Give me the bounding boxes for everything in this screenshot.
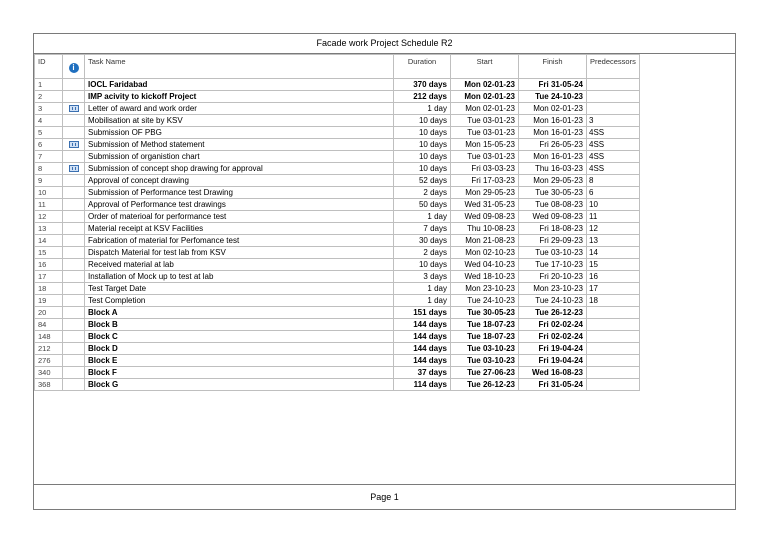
task-start[interactable]: Mon 15-05-23: [451, 139, 519, 151]
task-predecessors[interactable]: [587, 367, 640, 379]
task-indicator: [63, 283, 85, 295]
task-indicator: [63, 295, 85, 307]
table-row[interactable]: [35, 163, 640, 175]
task-duration[interactable]: 151 days: [394, 307, 451, 319]
task-id: 3: [35, 103, 63, 115]
task-finish[interactable]: Fri 02-02-24: [519, 319, 587, 331]
task-start[interactable]: Mon 29-05-23: [451, 187, 519, 199]
task-predecessors[interactable]: 17: [587, 283, 640, 295]
task-finish[interactable]: Tue 30-05-23: [519, 187, 587, 199]
task-predecessors[interactable]: 6: [587, 187, 640, 199]
task-duration[interactable]: 144 days: [394, 319, 451, 331]
task-start[interactable]: Mon 21-08-23: [451, 235, 519, 247]
table-row[interactable]: [35, 343, 640, 355]
task-name[interactable]: Approval of concept drawing: [85, 175, 394, 187]
task-name[interactable]: Test Completion: [85, 295, 394, 307]
task-duration[interactable]: 10 days: [394, 151, 451, 163]
table-row[interactable]: [35, 379, 640, 391]
task-id: 10: [35, 187, 63, 199]
task-predecessors[interactable]: [587, 379, 640, 391]
task-predecessors[interactable]: 10: [587, 199, 640, 211]
task-start[interactable]: Mon 02-01-23: [451, 79, 519, 91]
task-finish[interactable]: Mon 29-05-23: [519, 175, 587, 187]
task-finish[interactable]: Wed 16-08-23: [519, 367, 587, 379]
task-indicator: [63, 271, 85, 283]
task-duration[interactable]: 144 days: [394, 331, 451, 343]
column-header-duration[interactable]: Duration: [394, 55, 451, 79]
task-duration[interactable]: 1 day: [394, 103, 451, 115]
task-indicator: [63, 199, 85, 211]
task-indicator: [63, 247, 85, 259]
task-indicator: [63, 151, 85, 163]
task-predecessors[interactable]: 11: [587, 211, 640, 223]
task-duration[interactable]: 50 days: [394, 199, 451, 211]
task-id: 7: [35, 151, 63, 163]
task-finish[interactable]: Fri 31-05-24: [519, 379, 587, 391]
task-start[interactable]: Wed 09-08-23: [451, 211, 519, 223]
note-icon[interactable]: [69, 141, 79, 148]
table-row[interactable]: [35, 79, 640, 91]
table-row[interactable]: [35, 259, 640, 271]
task-name[interactable]: Submission of Performance test Drawing: [85, 187, 394, 199]
task-predecessors[interactable]: [587, 103, 640, 115]
table-row[interactable]: [35, 139, 640, 151]
task-predecessors[interactable]: 15: [587, 259, 640, 271]
task-name[interactable]: Fabrication of material for Perfomance test: [85, 235, 394, 247]
table-row[interactable]: [35, 247, 640, 259]
task-id: 12: [35, 211, 63, 223]
task-finish[interactable]: Tue 24-10-23: [519, 91, 587, 103]
task-predecessors[interactable]: 4SS: [587, 163, 640, 175]
task-finish[interactable]: Fri 19-04-24: [519, 355, 587, 367]
task-id: 4: [35, 115, 63, 127]
task-indicator: [63, 115, 85, 127]
task-finish[interactable]: Thu 16-03-23: [519, 163, 587, 175]
task-finish[interactable]: Mon 16-01-23: [519, 115, 587, 127]
task-name[interactable]: Block D: [85, 343, 394, 355]
task-id: 18: [35, 283, 63, 295]
task-duration[interactable]: 2 days: [394, 187, 451, 199]
task-finish[interactable]: Fri 29-09-23: [519, 235, 587, 247]
task-id: 368: [35, 379, 63, 391]
task-finish[interactable]: Tue 03-10-23: [519, 247, 587, 259]
page-footer: Page 1: [34, 484, 735, 509]
task-id: 276: [35, 355, 63, 367]
table-row[interactable]: [35, 175, 640, 187]
task-start[interactable]: Wed 18-10-23: [451, 271, 519, 283]
task-duration[interactable]: 1 day: [394, 211, 451, 223]
task-start[interactable]: Tue 27-06-23: [451, 367, 519, 379]
task-finish[interactable]: Fri 31-05-24: [519, 79, 587, 91]
task-duration[interactable]: 3 days: [394, 271, 451, 283]
table-row[interactable]: [35, 223, 640, 235]
task-predecessors[interactable]: 13: [587, 235, 640, 247]
task-start[interactable]: Tue 03-01-23: [451, 115, 519, 127]
task-indicator: [63, 235, 85, 247]
task-indicator: [63, 223, 85, 235]
task-indicator: [63, 103, 85, 115]
task-start[interactable]: Wed 31-05-23: [451, 199, 519, 211]
task-duration[interactable]: 114 days: [394, 379, 451, 391]
task-start[interactable]: Tue 26-12-23: [451, 379, 519, 391]
task-start[interactable]: Mon 23-10-23: [451, 283, 519, 295]
task-predecessors[interactable]: 14: [587, 247, 640, 259]
task-predecessors[interactable]: 18: [587, 295, 640, 307]
task-predecessors[interactable]: 4SS: [587, 127, 640, 139]
task-start[interactable]: Fri 03-03-23: [451, 163, 519, 175]
task-name[interactable]: Block B: [85, 319, 394, 331]
task-indicator: [63, 127, 85, 139]
table-row[interactable]: [35, 199, 640, 211]
task-duration[interactable]: 212 days: [394, 91, 451, 103]
task-name[interactable]: Approval of Performance test drawings: [85, 199, 394, 211]
task-name[interactable]: Submission of concept shop drawing for approval: [85, 163, 394, 175]
task-id: 5: [35, 127, 63, 139]
task-name[interactable]: Letter of award and work order: [85, 103, 394, 115]
task-indicator: [63, 307, 85, 319]
task-start[interactable]: Tue 03-10-23: [451, 343, 519, 355]
task-indicator: [63, 175, 85, 187]
task-indicator: [63, 331, 85, 343]
table-row[interactable]: [35, 319, 640, 331]
table-row[interactable]: [35, 295, 640, 307]
task-start[interactable]: Tue 18-07-23: [451, 319, 519, 331]
task-indicator: [63, 139, 85, 151]
task-predecessors[interactable]: 8: [587, 175, 640, 187]
task-duration[interactable]: 7 days: [394, 223, 451, 235]
task-id: 19: [35, 295, 63, 307]
table-row[interactable]: [35, 235, 640, 247]
task-duration[interactable]: 2 days: [394, 247, 451, 259]
info-icon: i: [69, 63, 79, 73]
task-name[interactable]: Received material at lab: [85, 259, 394, 271]
task-finish[interactable]: Tue 24-10-23: [519, 295, 587, 307]
task-duration[interactable]: 144 days: [394, 355, 451, 367]
task-finish[interactable]: Mon 16-01-23: [519, 151, 587, 163]
task-finish[interactable]: Fri 26-05-23: [519, 139, 587, 151]
task-id: 2: [35, 91, 63, 103]
task-start[interactable]: Mon 02-10-23: [451, 247, 519, 259]
task-id: 340: [35, 367, 63, 379]
task-name[interactable]: Installation of Mock up to test at lab: [85, 271, 394, 283]
task-start[interactable]: Thu 10-08-23: [451, 223, 519, 235]
task-table: [34, 54, 640, 391]
column-header-start[interactable]: Start: [451, 55, 519, 79]
task-name[interactable]: Submission of Method statement: [85, 139, 394, 151]
task-duration[interactable]: 37 days: [394, 367, 451, 379]
task-name[interactable]: Block G: [85, 379, 394, 391]
table-row[interactable]: [35, 151, 640, 163]
task-duration[interactable]: 144 days: [394, 343, 451, 355]
task-id: 16: [35, 259, 63, 271]
task-finish[interactable]: Tue 17-10-23: [519, 259, 587, 271]
task-finish[interactable]: Fri 19-04-24: [519, 343, 587, 355]
task-id: 8: [35, 163, 63, 175]
column-header-id[interactable]: ID: [35, 55, 63, 79]
task-duration[interactable]: 10 days: [394, 127, 451, 139]
table-row[interactable]: [35, 103, 640, 115]
task-finish[interactable]: Tue 08-08-23: [519, 199, 587, 211]
task-name[interactable]: Test Target Date: [85, 283, 394, 295]
task-name[interactable]: Material receipt at KSV Facilities: [85, 223, 394, 235]
page-title: Facade work Project Schedule R2: [34, 34, 735, 54]
task-predecessors[interactable]: 3: [587, 115, 640, 127]
task-finish[interactable]: Mon 02-01-23: [519, 103, 587, 115]
note-icon[interactable]: [69, 165, 79, 172]
task-indicator: [63, 163, 85, 175]
task-indicator: [63, 259, 85, 271]
task-indicator: [63, 187, 85, 199]
task-duration[interactable]: 10 days: [394, 259, 451, 271]
column-header-indicators[interactable]: [63, 55, 85, 79]
task-predecessors[interactable]: 12: [587, 223, 640, 235]
task-id: 11: [35, 199, 63, 211]
task-name[interactable]: Order of materioal for performance test: [85, 211, 394, 223]
schedule-page: [33, 33, 736, 510]
task-name[interactable]: Dispatch Material for test lab from KSV: [85, 247, 394, 259]
task-finish[interactable]: Fri 02-02-24: [519, 331, 587, 343]
task-duration[interactable]: 10 days: [394, 163, 451, 175]
column-header-task-name[interactable]: Task Name: [85, 55, 394, 79]
task-name[interactable]: Block C: [85, 331, 394, 343]
task-predecessors[interactable]: [587, 91, 640, 103]
column-header-predecessors[interactable]: Predecessors: [587, 55, 640, 79]
task-predecessors[interactable]: [587, 331, 640, 343]
note-icon[interactable]: [69, 105, 79, 112]
task-duration[interactable]: 30 days: [394, 235, 451, 247]
task-start[interactable]: Mon 02-01-23: [451, 103, 519, 115]
task-predecessors[interactable]: [587, 307, 640, 319]
table-header-row: [35, 55, 640, 79]
task-start[interactable]: Tue 03-01-23: [451, 151, 519, 163]
task-start[interactable]: Fri 17-03-23: [451, 175, 519, 187]
table-row[interactable]: [35, 187, 640, 199]
task-id: 9: [35, 175, 63, 187]
task-name[interactable]: Mobilisation at site by KSV: [85, 115, 394, 127]
task-start[interactable]: Tue 03-01-23: [451, 127, 519, 139]
task-duration[interactable]: 52 days: [394, 175, 451, 187]
table-row[interactable]: [35, 307, 640, 319]
task-duration[interactable]: 10 days: [394, 139, 451, 151]
task-name[interactable]: Submission of organistion chart: [85, 151, 394, 163]
task-name[interactable]: IMP acivity to kickoff Project: [85, 91, 394, 103]
task-indicator: [63, 91, 85, 103]
task-duration[interactable]: 10 days: [394, 115, 451, 127]
task-indicator: [63, 343, 85, 355]
task-finish[interactable]: Fri 18-08-23: [519, 223, 587, 235]
task-predecessors[interactable]: [587, 355, 640, 367]
task-id: 20: [35, 307, 63, 319]
task-start[interactable]: Tue 03-10-23: [451, 355, 519, 367]
table-row[interactable]: [35, 127, 640, 139]
table-row[interactable]: [35, 211, 640, 223]
task-id: 84: [35, 319, 63, 331]
task-predecessors[interactable]: 4SS: [587, 139, 640, 151]
task-indicator: [63, 355, 85, 367]
task-id: 13: [35, 223, 63, 235]
table-row[interactable]: [35, 271, 640, 283]
task-start[interactable]: Tue 24-10-23: [451, 295, 519, 307]
task-indicator: [63, 79, 85, 91]
task-predecessors[interactable]: 4SS: [587, 151, 640, 163]
table-row[interactable]: [35, 91, 640, 103]
task-predecessors[interactable]: 16: [587, 271, 640, 283]
task-start[interactable]: Tue 18-07-23: [451, 331, 519, 343]
task-indicator: [63, 367, 85, 379]
column-header-finish[interactable]: Finish: [519, 55, 587, 79]
task-name[interactable]: Submission OF PBG: [85, 127, 394, 139]
task-indicator: [63, 319, 85, 331]
task-indicator: [63, 379, 85, 391]
task-name[interactable]: Block F: [85, 367, 394, 379]
task-id: 15: [35, 247, 63, 259]
table-row[interactable]: [35, 355, 640, 367]
task-id: 17: [35, 271, 63, 283]
task-duration[interactable]: 1 day: [394, 295, 451, 307]
table-row[interactable]: [35, 331, 640, 343]
task-id: 14: [35, 235, 63, 247]
task-indicator: [63, 211, 85, 223]
task-predecessors[interactable]: [587, 319, 640, 331]
task-duration[interactable]: 370 days: [394, 79, 451, 91]
task-finish[interactable]: Wed 09-08-23: [519, 211, 587, 223]
task-name[interactable]: Block E: [85, 355, 394, 367]
table-row[interactable]: [35, 283, 640, 295]
task-id: 148: [35, 331, 63, 343]
task-duration[interactable]: 1 day: [394, 283, 451, 295]
task-start[interactable]: Tue 30-05-23: [451, 307, 519, 319]
task-predecessors[interactable]: [587, 343, 640, 355]
task-finish[interactable]: Mon 16-01-23: [519, 127, 587, 139]
task-id: 6: [35, 139, 63, 151]
task-finish[interactable]: Tue 26-12-23: [519, 307, 587, 319]
task-name[interactable]: Block A: [85, 307, 394, 319]
task-predecessors[interactable]: [587, 79, 640, 91]
task-id: 1: [35, 79, 63, 91]
table-row[interactable]: [35, 367, 640, 379]
table-row[interactable]: [35, 115, 640, 127]
task-finish[interactable]: Fri 20-10-23: [519, 271, 587, 283]
task-finish[interactable]: Mon 23-10-23: [519, 283, 587, 295]
task-start[interactable]: Wed 04-10-23: [451, 259, 519, 271]
task-name[interactable]: IOCL Faridabad: [85, 79, 394, 91]
task-start[interactable]: Mon 02-01-23: [451, 91, 519, 103]
task-id: 212: [35, 343, 63, 355]
